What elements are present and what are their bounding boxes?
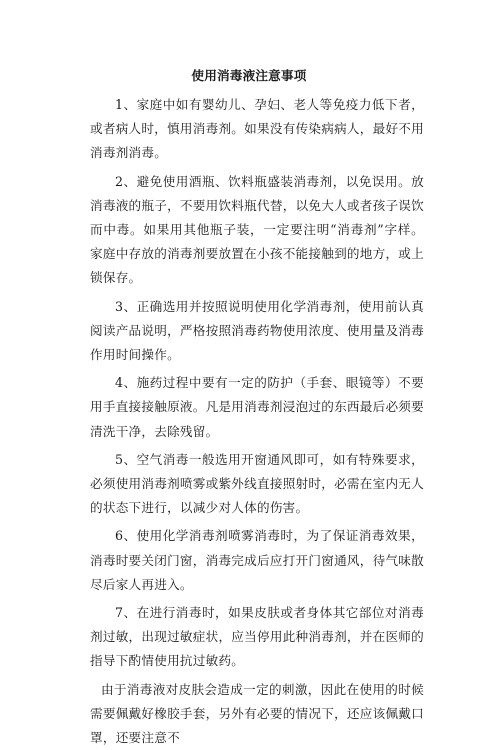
paragraph-1: 1、家庭中如有婴幼儿、孕妇、老人等免疫力低下者，或者病人时，慎用消毒剂。如果没有传染病病人，最好不用消毒剂消毒。 bbox=[90, 97, 424, 161]
paragraph-8: 由于消毒液对皮肤会造成一定的刺激，因此在使用的时候需要佩戴好橡胶手套，另外有必要的情况下，还应该佩戴口罩，还要注意不 bbox=[90, 681, 424, 746]
paragraph-2: 2、避免使用酒瓶、饮料瓶盛装消毒剂，以免误用。放消毒液的瓶子，不要用饮料瓶代替，以免大人或者孩子误饮而中毒。如果用其他瓶子装，一定要注明“消毒剂”字样。家庭中存放的消毒剂要放置在小孩不能接触到的地方，或上锁保存。 bbox=[90, 173, 424, 286]
paragraph-5: 5、空气消毒一般选用开窗通风即可，如有特殊要求，必须使用消毒剂喷雾或紫外线直接照射时，必需在室内无人的状态下进行，以减少对人体的伤害。 bbox=[90, 451, 424, 516]
paragraph-4: 4、施药过程中要有一定的防护（手套、眼镜等）不要用手直接接触原液。凡是用消毒剂浸泡过的东西最后必须要清洗干净，去除残留。 bbox=[90, 375, 424, 439]
paragraph-6: 6、使用化学消毒剂喷雾消毒时，为了保证消毒效果，消毒时要关闭门窗，消毒完成后应打开门窗通风，待气味散尽后家人再进入。 bbox=[90, 528, 424, 592]
paragraph-7: 7、在进行消毒时，如果皮肤或者身体其它部位对消毒剂过敏，出现过敏症状，应当停用此种消毒剂，并在医师的指导下酌情使用抗过敏药。 bbox=[90, 605, 424, 669]
document-title: 使用消毒液注意事项 bbox=[191, 68, 307, 83]
paragraph-3: 3、正确选用并按照说明使用化学消毒剂，使用前认真阅读产品说明，严格按照消毒药物使用浓度、使用量及消毒作用时间操作。 bbox=[90, 298, 424, 363]
